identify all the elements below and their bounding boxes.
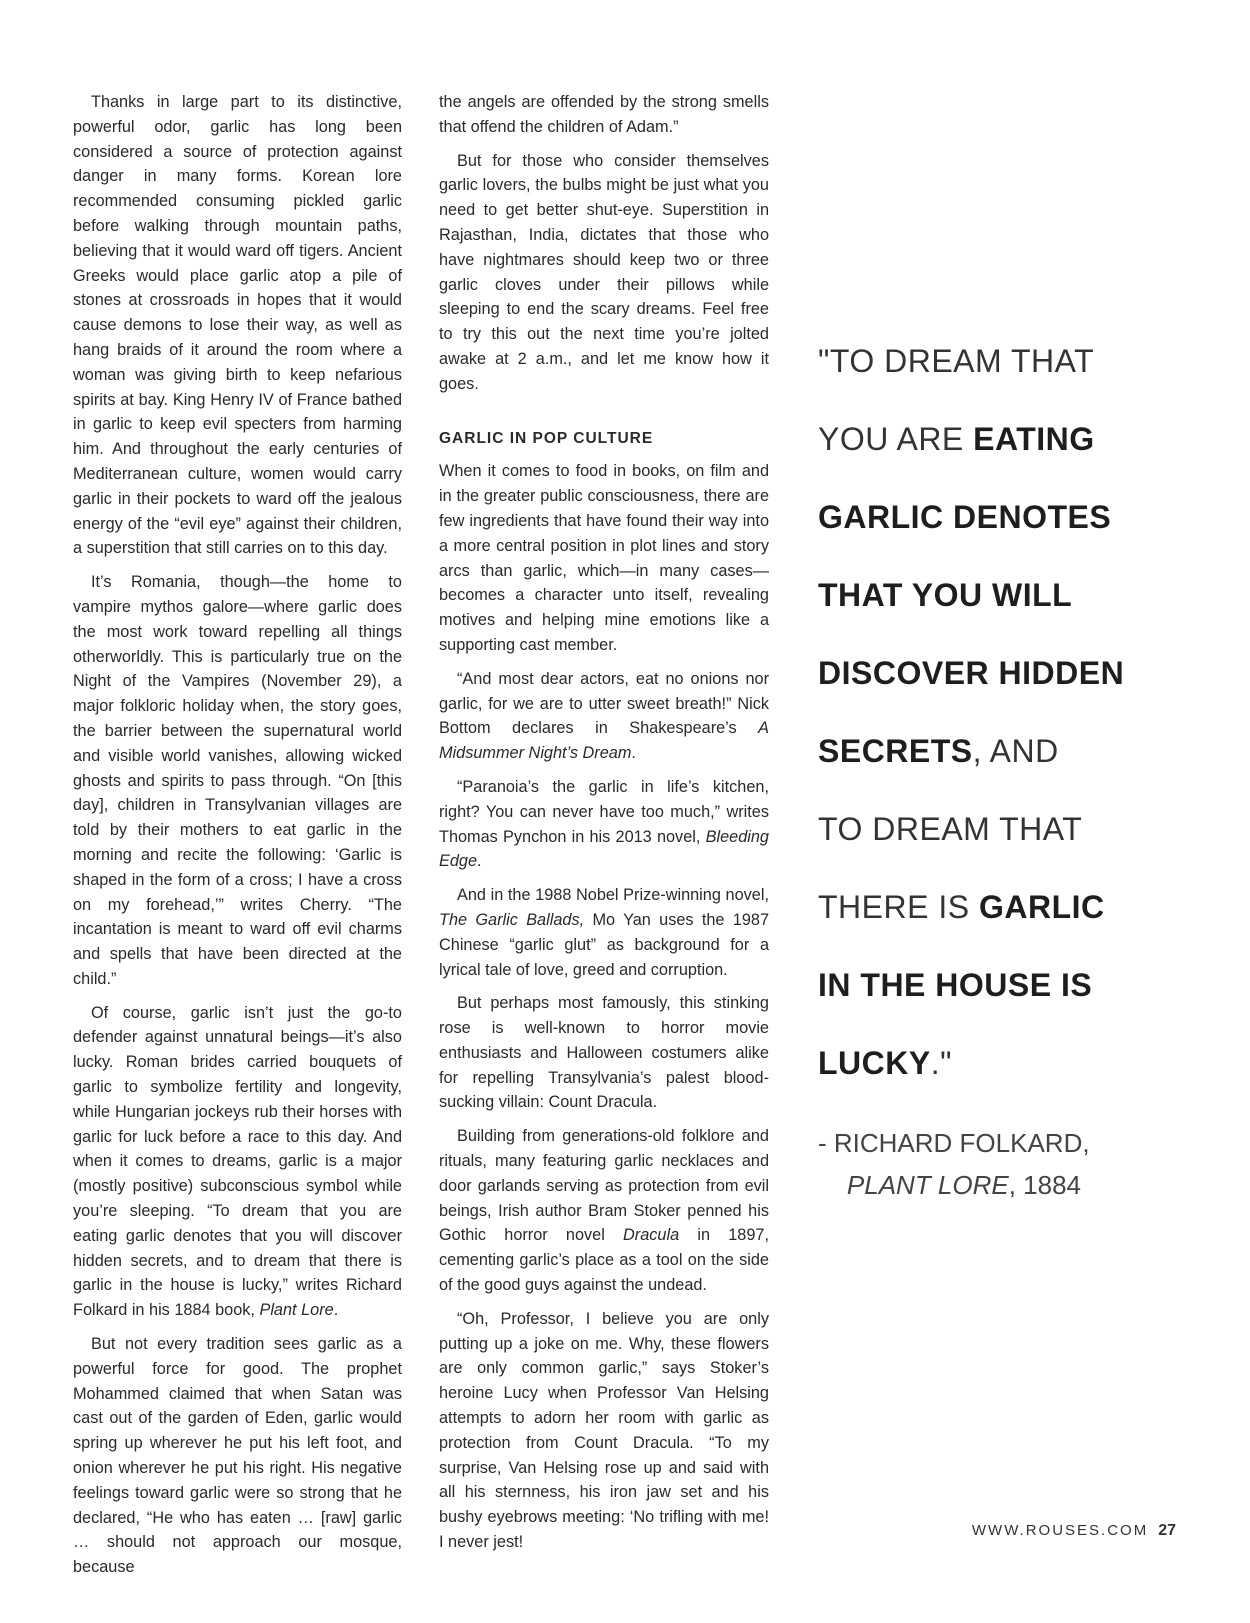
pull-quote-line <box>818 400 1218 478</box>
paragraph <box>439 1124 769 1298</box>
paragraph-text: “Paranoia’s the garlic in life’s kitchen, right? You can never have too much,” writes Thomas Pynchon in his 2013 novel, <box>439 777 769 846</box>
book-title: Plant Lore <box>259 1301 334 1320</box>
pull-quote <box>818 322 1218 1102</box>
website-url[interactable]: WWW.ROUSES.COM <box>971 1522 1149 1539</box>
attribution-year: , 1884 <box>1008 1170 1082 1200</box>
book-title: Bleeding Edge <box>439 827 769 871</box>
punctuation: . <box>631 744 636 763</box>
pull-quote-bold: EATING <box>973 421 1095 457</box>
paragraph <box>439 883 769 982</box>
paragraph-text: in 1897, cementing garlic’s place as a tool on the side of the good guys against the undead. <box>439 1226 769 1295</box>
pull-quote-line: GARLIC DENOTES <box>818 499 1112 535</box>
page-footer <box>972 1522 1176 1540</box>
pull-quote-thin: THERE IS <box>818 889 979 925</box>
paragraph: Thanks in large part to its distinctive, powerful odor, garlic has long been considered a source of protection against danger in many forms. Korean lore recommended consuming pickled garlic before walking through mountain paths, believing that it would ward off tigers. Ancient Greeks would place garlic atop a pile of stones at crossroads in hopes that it would cause demons to lose their way, as well as hang braids of it around the room where a woman was giving birth to keep nefarious spirits at bay. King Henry IV of France bathed in garlic to keep evil specters from harming him. And throughout the early centuries of Mediterranean culture, women would carry garlic in their pockets to ward off the jealous energy of the “evil eye” against their children, a superstition that still carries on to this day. <box>73 93 402 558</box>
article-column-middle <box>439 90 769 1564</box>
paragraph: But for those who consider themselves garlic lovers, the bulbs might be just what you need to get better shut-eye. Superstition in Rajasthan, India, dictates that those who have nightmares should keep two or three garlic cloves under their pillows while sleeping to end the scary dreams. Feel free to try this out the next time you’re jolted awake at 2 a.m., and let me know how it goes. <box>439 151 769 393</box>
book-title: The Garlic Ballads, <box>439 910 585 929</box>
pull-quote-bold: GARLIC <box>978 889 1105 925</box>
pull-quote-line: "TO DREAM THAT <box>818 343 1095 379</box>
paragraph: But not every tradition sees garlic as a powerful force for good. The prophet Mohammed claimed that when Satan was cast out of the garden of Eden, garlic would spring up wherever he put his left foot, and onion wherever he put his right. His negative feelings toward garlic were so strong that he declared, “He who has eaten … [raw] garlic … should not approach our mosque, because <box>73 1335 402 1577</box>
pull-quote-line: IN THE HOUSE IS <box>818 967 1093 1003</box>
section-heading: GARLIC IN POP CULTURE <box>439 429 654 447</box>
pull-quote-thin: , AND <box>972 733 1059 769</box>
paragraph-text: Mo Yan uses the 1987 Chinese “garlic glut” as background for a lyrical tale of love, greed and corruption. <box>439 910 770 979</box>
pull-quote-line <box>818 868 1218 946</box>
paragraph <box>439 775 769 874</box>
paragraph-text: And in the 1988 Nobel Prize-winning novel, <box>457 886 769 905</box>
pull-quote-bold: LUCKY <box>818 1045 931 1081</box>
paragraph-text: Of course, garlic isn’t just the go-to defender against unnatural beings—it’s also lucky. Roman brides carried bouquets of garlic to symbolize fertility and longevity, while Hungarian jockeys rub their horses with garlic for luck before a race to this day. And when it comes to dreams, garlic is a major (mostly positive) subconscious symbol while you’re sleeping. “To dream that you are eating garlic denotes that you will discover hidden secrets, and to dream that there is garlic in the house is lucky,” writes Richard Folkard in his 1884 book, <box>73 1003 402 1320</box>
article-column-left <box>73 90 402 1589</box>
pull-quote-thin: ." <box>930 1045 952 1081</box>
paragraph: “Oh, Professor, I believe you are only putting up a joke on me. Why, these flowers are only common garlic,” says Stoker’s heroine Lucy when Professor Van Helsing attempts to adorn her room with garlic as protection from Count Dracula. “To my surprise, Van Helsing rose up and said with all his sternness, his iron jaw set and his bushy eyebrows meeting: ‘No trifling with me! I never jest! <box>439 1309 769 1552</box>
paragraph-text: “And most dear actors, eat no onions nor garlic, for we are to utter sweet breath!” Nick Bottom declares in Shakespeare’s <box>439 669 769 738</box>
paragraph: When it comes to food in books, on film and in the greater public consciousness, there are few ingredients that have found their way into a more central position in plot lines and story arcs than garlic, which—in many cases—becomes a character unto itself, revealing motives and helping mine emotions like a supporting cast member. <box>439 462 769 654</box>
pull-quote-line: TO DREAM THAT <box>818 811 1083 847</box>
paragraph: It’s Romania, though—the home to vampire mythos galore—where garlic does the most work toward repelling all things otherworldly. This is particularly true on the Night of the Vampires (November 29), a major folkloric holiday when, the story goes, the barrier between the supernatural world and visible world vanishes, allowing wicked ghosts and spirits to pass through. “On [this day], children in Transylvanian villages are told by their mothers to eat garlic in the morning and recite the following: ‘Garlic is shaped in the form of a cross; I have a cross on my forehead,’” writes Cherry. “The incantation is meant to ward off evil charms and spells that have been directed at the child.” <box>73 573 402 988</box>
page-number: 27 <box>1158 1522 1176 1539</box>
pull-quote-line: DISCOVER HIDDEN <box>818 655 1125 691</box>
paragraph <box>439 667 769 766</box>
punctuation: . <box>477 852 482 871</box>
attribution-source <box>818 1164 1218 1206</box>
pull-quote-bold: SECRETS <box>818 733 973 769</box>
attribution-title: PLANT LORE <box>846 1170 1009 1200</box>
pull-quote-line: THAT YOU WILL <box>818 577 1073 613</box>
punctuation: . <box>333 1301 339 1320</box>
pull-quote-line <box>818 712 1218 790</box>
paragraph-text: Building from generations-old folklore and rituals, many featuring garlic necklaces and door garlands serving as protection from evil beings, Irish author Bram Stoker penned his Gothic horror novel <box>439 1127 769 1245</box>
paragraph: the angels are offended by the strong smells that offend the children of Adam.” <box>439 93 769 136</box>
pull-quote-thin: YOU ARE <box>818 421 974 457</box>
paragraph <box>73 1001 402 1323</box>
pull-quote-line <box>818 1024 1218 1102</box>
paragraph: But perhaps most famously, this stinking rose is well-known to horror movie enthusiasts and Halloween costumers alike for repelling Transylvania’s palest blood-sucking villain: Count Dracula. <box>439 994 769 1112</box>
book-title: A Midsummer Night’s Dream <box>439 719 769 763</box>
attribution-author: - RICHARD FOLKARD, <box>818 1128 1090 1158</box>
quote-attribution <box>818 1122 1218 1206</box>
book-title: Dracula <box>623 1226 680 1245</box>
